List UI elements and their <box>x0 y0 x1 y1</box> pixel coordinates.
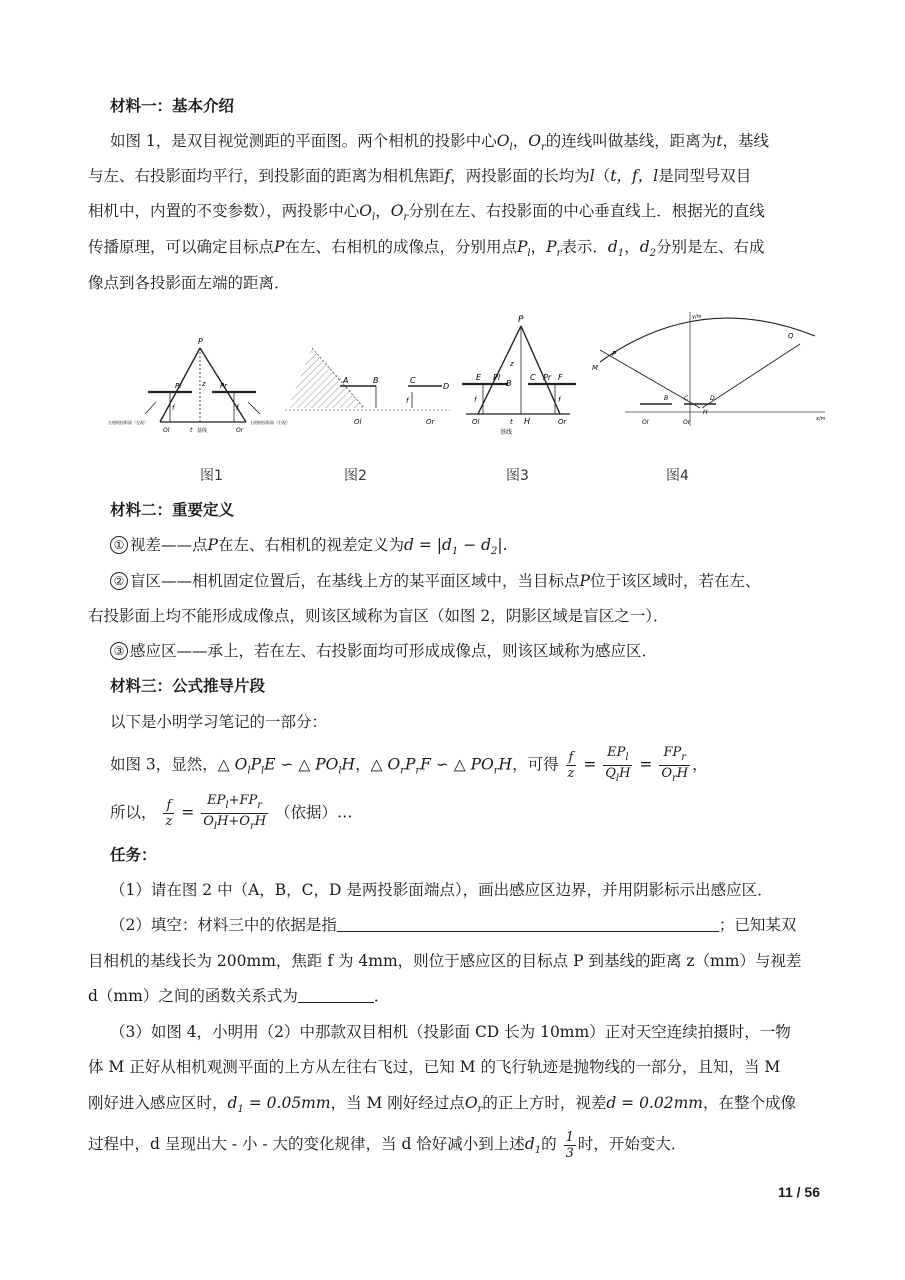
paragraph-line: 相机中，内置的不变参数），两投影中心$O_l$，$O_r$分别在左、右投影面的中心垂直线上．根据光的直线 <box>88 202 765 223</box>
label-f: f <box>236 404 239 412</box>
label-f: f <box>406 397 409 405</box>
figure-4 <box>592 312 826 426</box>
label-x-axis: x/m <box>816 416 826 422</box>
label-P: P <box>198 337 203 346</box>
figure-4-caption: 图4 <box>666 468 689 484</box>
label-D: D <box>443 382 450 391</box>
figures-row <box>100 308 830 458</box>
definition-parallax: ① 视差——点P在左、右相机的视差定义为$d = |d_1 - d_2|$. <box>110 535 508 562</box>
section-heading-1: 材料一：基本介绍 <box>110 96 235 115</box>
label-f: f <box>474 396 477 404</box>
section-heading-task: 任务： <box>110 845 157 864</box>
label-z: z <box>510 360 514 368</box>
paragraph-line: 传播原理，可以确定目标点P在左、右相机的成像点，分别用点$P_l$，$P_r$表示．$d_1$，$d_2$分别是左、右成 <box>88 238 765 259</box>
task-2: （2）填空：材料三中的依据是指 ；已知某双 <box>110 916 797 934</box>
label-Ol: Ol <box>163 427 170 434</box>
answer-blank[interactable] <box>337 915 719 932</box>
paragraph-line: 体 M 正好从相机观测平面的上方从左往右飞过，已知 M 的飞行轨迹是抛物线的一部分，且知，当 M <box>88 1058 781 1076</box>
label-f: f <box>558 396 561 404</box>
label-Pl: Pl <box>493 373 501 382</box>
section-heading-2: 材料二：重要定义 <box>110 500 235 519</box>
paragraph-line: 过程中，d 呈现出大 - 小 - 大的变化规律，当 d 恰好减小到上述$d_1$的 $\frac{1}{3}$ 时，开始变大． <box>88 1129 687 1161</box>
label-M: M <box>592 364 599 372</box>
figure-2-caption: 图2 <box>344 468 367 484</box>
blind-zone-shading <box>288 348 364 408</box>
section-heading-3: 材料三：公式推导片段 <box>110 676 266 695</box>
label-Ol: Ol <box>354 418 362 426</box>
label-D: D <box>710 395 715 402</box>
paragraph-line: 刚好进入感应区时，$d_1 = 0.05mm$，当 M 刚好经过点$O_r$的正上方时，视差d = 0.02mm，在整个成像 <box>88 1094 797 1115</box>
paragraph-line: d（mm）之间的函数关系式为 ． <box>88 987 390 1005</box>
label-Or: Or <box>426 418 435 426</box>
label-H: H <box>524 417 531 426</box>
formula-similarity: 如图 3，显然，△ $O_lP_lE$ ∽ △ $PO_lH$，△ $O_rP_rF$ ∽ △ $PO_rH$，可得 $\frac{f}{z}$ = $\frac{EP_l}{Q_lH}$ = $\frac{FP_r}{O_rH}$ ， <box>110 745 708 784</box>
label-baseline: 基线 <box>500 429 513 436</box>
figure-1 <box>108 337 290 434</box>
label-baseline: 基线 <box>197 428 208 434</box>
label-z: z <box>202 380 206 388</box>
label-B: B <box>664 395 669 402</box>
label-C: C <box>684 395 689 402</box>
label-Pr: Pr <box>220 382 228 390</box>
figure-3-caption: 图3 <box>506 468 529 484</box>
label-Pl: Pl <box>175 382 182 390</box>
label-Ol: Ol <box>642 419 649 426</box>
figure-1-caption: 图1 <box>200 468 223 484</box>
label-E: E <box>476 373 482 382</box>
label-C: C <box>410 376 416 385</box>
label-Pr: Pr <box>543 373 552 382</box>
label-Or: Or <box>558 418 567 426</box>
label-P: P <box>612 350 617 358</box>
paragraph-line: 与左、右投影面均平行，到投影面的距离为相机焦距f，两投影面的长均为l（t，f，l是同型号双目 <box>88 167 752 185</box>
figure-3 <box>462 315 576 436</box>
paragraph-line: 目相机的基线长为 200mm，焦距 f 为 4mm，则位于感应区的目标点 P 到基线的距离 z（mm）与视差 <box>88 952 802 970</box>
label-B: B <box>506 379 512 388</box>
label-y-axis: y/m <box>692 314 702 320</box>
page-number: 11 / 56 <box>777 1184 820 1200</box>
label-Ol: Ol <box>472 418 480 426</box>
label-t: t <box>510 418 513 426</box>
label-Or: Or <box>683 419 691 426</box>
label-f: f <box>172 404 175 412</box>
label-right-camera: 右相机投影面（右视） <box>250 420 290 425</box>
definition-sensing-zone: ③ 感应区——承上，若在左、右投影面均可形成成像点，则该区域称为感应区． <box>110 641 657 661</box>
label-F: F <box>558 373 563 382</box>
task-1: （1）请在图 2 中（A，B，C，D 是两投影面端点），画出感应区边界，并用阴影标示出感应区． <box>110 881 773 899</box>
figure-2 <box>285 348 450 426</box>
definition-blind-zone: ② 盲区——相机固定位置后，在基线上方的某平面区域中，当目标点P位于该区域时，若在左、 <box>110 571 760 591</box>
label-B: B <box>373 376 379 385</box>
label-t: t <box>190 427 193 434</box>
label-left-camera: 左相机投影面（左视） <box>108 420 148 425</box>
paragraph-line: 像点到各投影面左端的距离． <box>88 274 290 292</box>
task-3: （3）如图 4，小明用（2）中那款双目相机（投影面 CD 长为 10mm）正对天空连续拍摄时，一物 <box>110 1023 791 1041</box>
paragraph-line: 如图 1，是双目视觉测距的平面图。两个相机的投影中心$O_l$，$O_r$的连线叫做基线，距离为t，基线 <box>110 132 769 153</box>
label-P: P <box>518 315 524 325</box>
label-C: C <box>530 373 536 382</box>
answer-blank[interactable] <box>298 986 374 1003</box>
formula-conclusion: 所以， $\frac{f}{z}$ = $\frac{EP_l+FP_r}{O_lH+O_rH}$ （依据）… <box>110 793 353 832</box>
paragraph-line: 右投影面上均不能形成成像点，则该区域称为盲区（如图 2，阴影区域是盲区之一）． <box>88 607 669 625</box>
label-H: H <box>703 409 708 416</box>
label-Q: Q <box>788 332 794 340</box>
paragraph-line: 以下是小明学习笔记的一部分： <box>110 713 328 731</box>
label-A: A <box>343 376 349 385</box>
label-Or: Or <box>236 427 244 434</box>
